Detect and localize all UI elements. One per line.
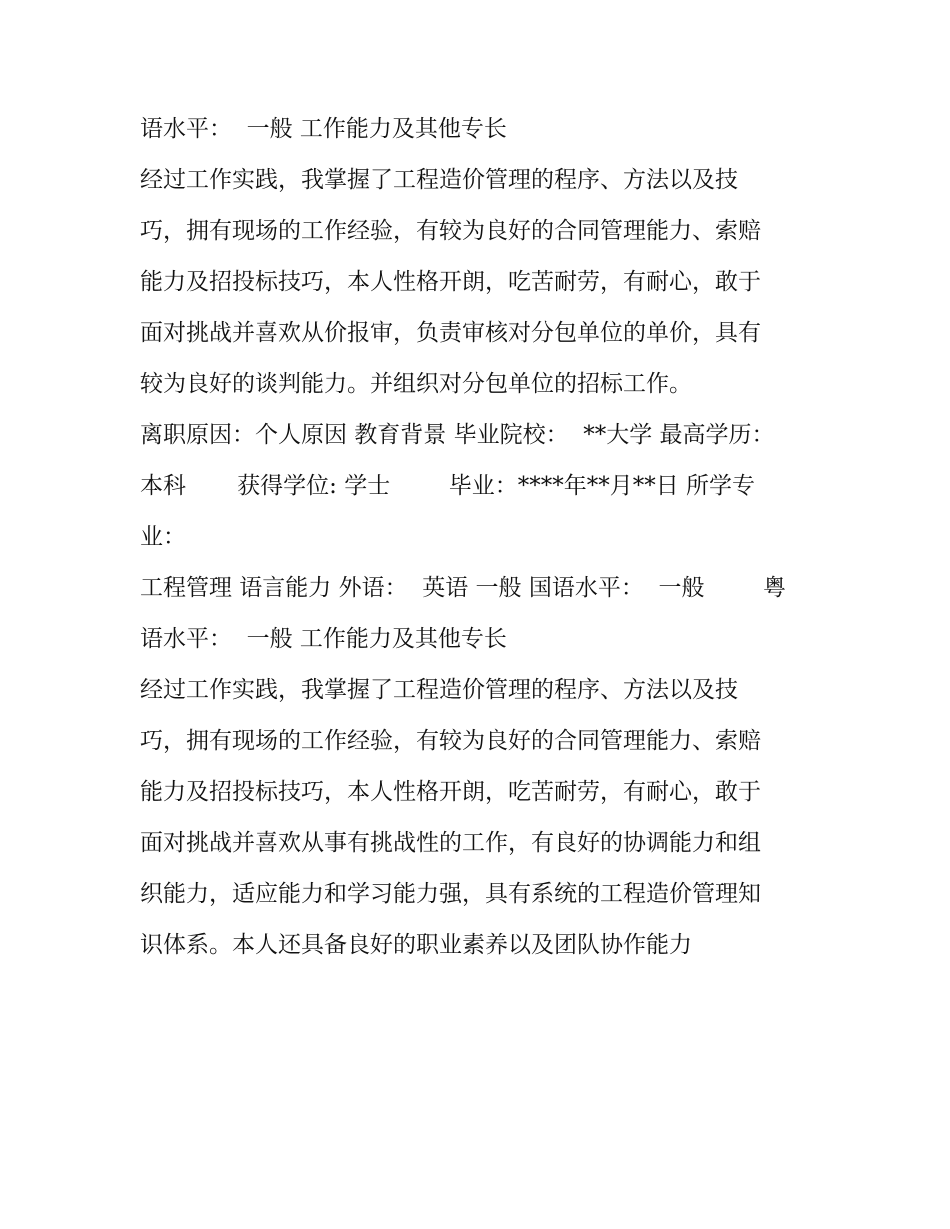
text-line: 工程管理 语言能力 外语： 英语 一般 国语水平： 一般 粤	[140, 575, 786, 601]
text-line: 面对挑战并喜欢从事有挑战性的工作，有良好的协调能力和组	[140, 830, 761, 856]
text-line: 离职原因：个人原因 教育背景 毕业院校： **大学 最高学历：	[140, 422, 775, 448]
text-line: 巧，拥有现场的工作经验，有较为良好的合同管理能力、索赔	[140, 218, 761, 244]
text-line: 经过工作实践，我掌握了工程造价管理的程序、方法以及技	[140, 167, 738, 193]
text-line: 经过工作实践，我掌握了工程造价管理的程序、方法以及技	[140, 677, 738, 703]
document-body	[140, 104, 820, 971]
text-line: 语水平： 一般 工作能力及其他专长	[140, 626, 507, 652]
text-line: 织能力，适应能力和学习能力强，具有系统的工程造价管理知	[140, 881, 761, 907]
text-line: 巧，拥有现场的工作经验，有较为良好的合同管理能力、索赔	[140, 728, 761, 754]
text-line: 语水平： 一般 工作能力及其他专长	[140, 116, 507, 142]
text-line: 能力及招投标技巧，本人性格开朗，吃苦耐劳，有耐心，敢于	[140, 779, 761, 805]
text-line: 能力及招投标技巧，本人性格开朗，吃苦耐劳，有耐心，敢于	[140, 269, 761, 295]
text-line: 面对挑战并喜欢从价报审，负责审核对分包单位的单价，具有	[140, 320, 761, 346]
text-line: 本科 获得学位: 学士 毕业：****年**月**日 所学专	[140, 473, 756, 499]
text-line: 较为良好的谈判能力。并组织对分包单位的招标工作。	[140, 371, 692, 397]
text-line: 业：	[140, 524, 186, 550]
text-line: 识体系。本人还具备良好的职业素养以及团队协作能力	[140, 932, 692, 958]
